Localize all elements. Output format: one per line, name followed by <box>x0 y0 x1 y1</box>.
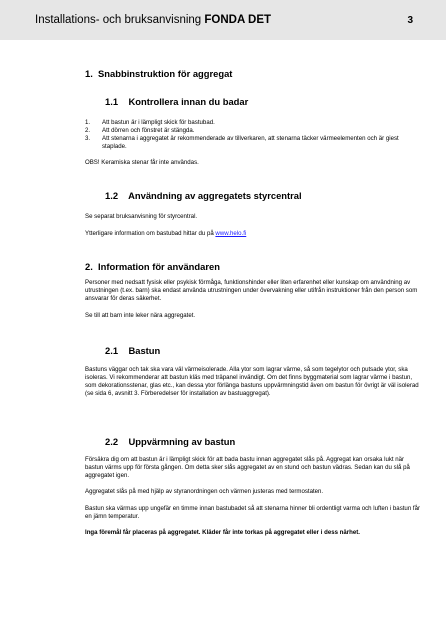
page-header <box>0 0 446 40</box>
section-title: Snabbinstruktion för aggregat <box>98 68 233 79</box>
section-title: Bastun <box>128 345 161 356</box>
list-text: Att stenarna i aggregatet är rekommenderade av tillverkaren, att stenarna täcker värmeelementen och är giest staplade. <box>102 135 399 150</box>
list-number: 1. <box>85 119 91 126</box>
list-item <box>85 127 421 135</box>
page-number: 3 <box>407 15 413 26</box>
document-title-prefix: Installations- och bruksanvisning <box>35 14 205 26</box>
heating-paragraph-1: Försäkra dig om att bastun är i lämpligt skick för att bada bastu innan aggregatet slås på. Aggregat kan orsaka lukt när bastun värms upp för första gången. Om detta sker slås aggregatet av en stund och bastun vädras. Sedan kan du slå på aggregatet igen. <box>85 456 410 479</box>
list-text: Att dörren och fönstret är stängda. <box>102 127 195 134</box>
section-number: 2. <box>85 261 93 272</box>
heating-paragraph-3: Bastun ska värmas upp ungefär en timme innan bastubadet så att stenarna hinner bli ordentligt varma och luften i bastun får en jämn temperatur. <box>85 505 421 520</box>
sauna-paragraph: Bastuns väggar och tak ska vara väl värmeisolerade. Alla ytor som lagrar värme, så som tegelytor och putsade ytor, ska isoleras. Vi rekommenderar att bastun kläs med träpanel invändigt. Om det finns byggmaterial som lagrar värme i bastun, som dekorationsstenar, glas etc., kan dessa ytor förlänga bastuns uppvärmningstid även om bastun för övrigt är väl isolerad (se sida 6, avsnitt 3. Förberedelser för installation av bastuaggregat). <box>85 366 419 397</box>
section-1-1-heading <box>105 96 248 107</box>
more-info-text: Ytterligare information om bastubad hittar du på <box>85 230 216 237</box>
list-item <box>85 135 421 151</box>
list-number: 2. <box>85 127 91 134</box>
ceramic-stones-note: OBS! Keramiska stenar får inte användas. <box>85 159 199 166</box>
section-number: 2.1 <box>105 345 119 356</box>
heating-warning: Inga föremål får placeras på aggregatet. Kläder får inte torkas på aggregatet eller i dess närhet. <box>85 529 360 536</box>
section-number: 1. <box>85 68 93 79</box>
heating-paragraph-2: Aggregatet slås på med hjälp av styranordningen och värmen justeras med termostaten. <box>85 488 324 495</box>
section-2-heading <box>85 261 220 272</box>
section-number: 2.2 <box>105 436 119 447</box>
section-title: Uppvärmning av bastun <box>128 436 236 447</box>
section-1-2-heading <box>105 190 302 201</box>
section-title: Användning av aggregatets styrcentral <box>128 190 302 201</box>
section-number: 1.1 <box>105 96 119 107</box>
section-number: 1.2 <box>105 190 119 201</box>
document-title <box>35 14 271 26</box>
more-info-paragraph <box>85 230 421 238</box>
control-unit-paragraph: Se separat bruksanvisning för styrcentral. <box>85 213 198 220</box>
list-number: 3. <box>85 135 91 142</box>
section-1-heading <box>85 68 232 79</box>
product-name: FONDA DET <box>204 14 272 26</box>
precheck-list <box>85 119 421 151</box>
list-item <box>85 119 421 127</box>
section-2-2-heading <box>105 436 235 447</box>
list-text: Att bastun är i lämpligt skick för bastubad. <box>102 119 215 126</box>
section-title: Kontrollera innan du badar <box>128 96 249 107</box>
section-title: Information för användaren <box>98 261 220 272</box>
section-2-1-heading <box>105 345 160 356</box>
helo-website-link[interactable]: www.helo.fi <box>215 230 247 237</box>
children-warning-paragraph: Se till att barn inte leker nära aggregatet. <box>85 312 196 319</box>
user-info-paragraph: Personer med nedsatt fysisk eller psykisk förmåga, funktionshinder eller liten erfarenhet eller kunskap om användning av utrustningen (t.ex. barn) ska endast använda utrustningen under övervakning eller utifrån instruktioner från den person som ansvarar för deras säkerhet. <box>85 279 418 302</box>
